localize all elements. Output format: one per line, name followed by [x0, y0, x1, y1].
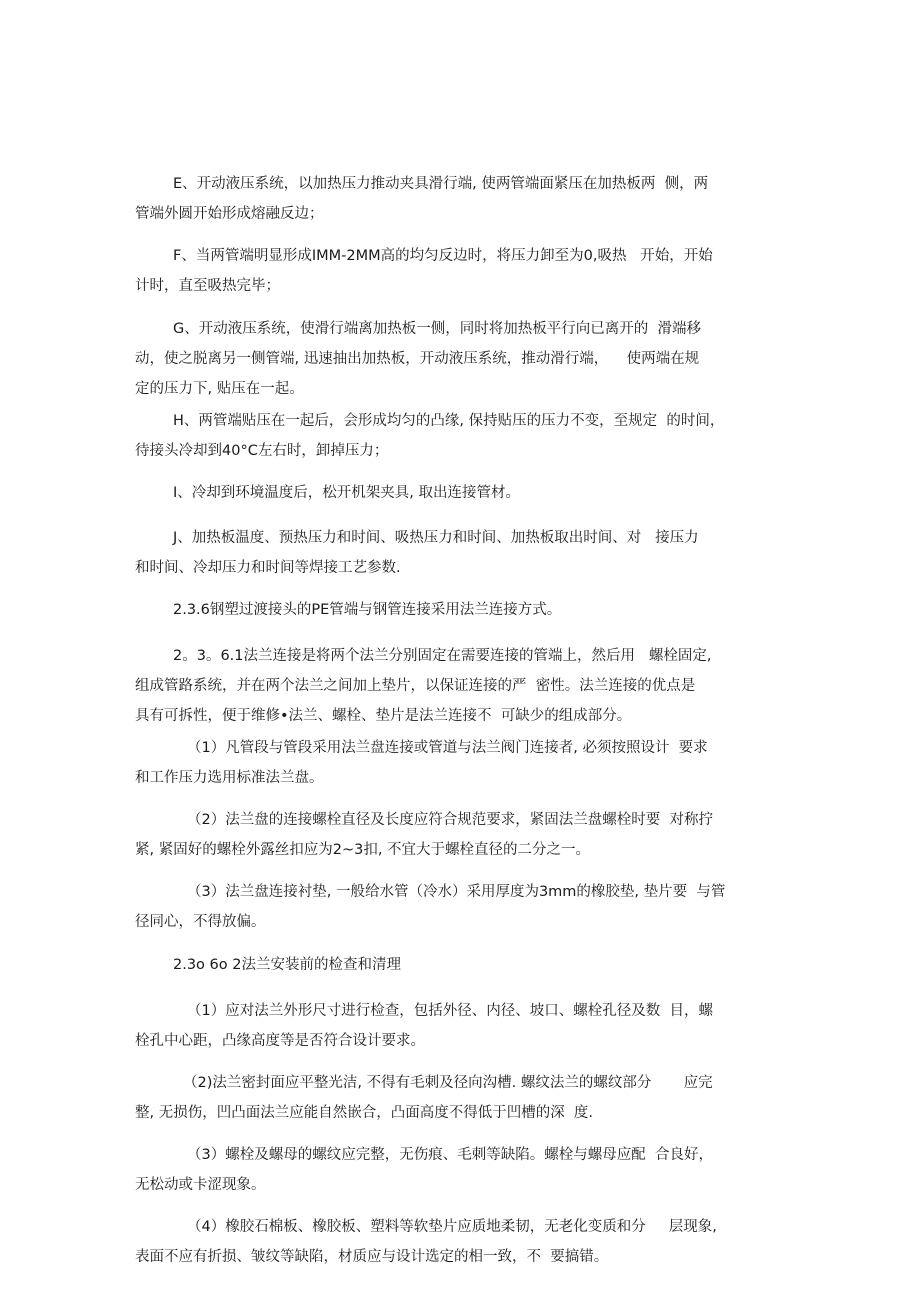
- paragraph-item-3-line-2: 径同心，不得放偏。: [135, 914, 266, 930]
- paragraph-e-line-2: 管端外圆开始形成熔融反边；: [135, 206, 324, 222]
- paragraph-g-line-3: 定的压力下, 贴压在一起。: [135, 381, 304, 397]
- paragraph-item-1-line-1: （1）凡管段与管段采用法兰盘连接或管道与法兰阀门连接者, 必须按照设计 要求: [187, 740, 708, 756]
- paragraph-check-1-line-1: （1）应对法兰外形尺寸进行检查，包括外径、内径、坡口、螺栓孔径及数 目，螺: [187, 1003, 713, 1019]
- paragraph-2-3-6-1-line-1: 2。3。6.1法兰连接是将两个法兰分别固定在需要连接的管端上，然后用 螺栓固定,: [173, 648, 712, 664]
- paragraph-2-3-6-1-line-3: 具有可拆性，便于维修•法兰、螺栓、垫片是法兰连接不 可缺少的组成部分。: [135, 708, 632, 724]
- paragraph-j-line-2: 和时间、冷却压力和时间等焊接工艺参数.: [135, 560, 401, 576]
- paragraph-item-2-line-2: 紧, 紧固好的螺栓外露丝扣应为2~3扣, 不宜大于螺栓直径的二分之一。: [135, 842, 591, 858]
- paragraph-check-3-line-1: （3）螺栓及螺母的螺纹应完整，无伤痕、毛刺等缺陷。螺栓与螺母应配 合良好，: [187, 1147, 713, 1163]
- paragraph-item-1-line-2: 和工作压力选用标准法兰盘。: [135, 770, 324, 786]
- paragraph-g-line-2: 动，使之脱离另一侧管端, 迅速抽出加热板，开动液压系统，推动滑行端， 使两端在规: [135, 351, 700, 367]
- paragraph-e-line-1: E、开动液压系统，以加热压力推动夹具滑行端, 使两管端面紧压在加热板两 侧，两: [173, 176, 709, 192]
- paragraph-h-line-2: 待接头冷却到40°C左右时，卸掉压力；: [135, 443, 389, 459]
- paragraph-item-2-line-1: （2）法兰盘的连接螺栓直径及长度应符合规范要求，紧固法兰盘螺栓时要 对称拧: [187, 812, 713, 828]
- paragraph-h-line-1: H、两管端贴压在一起后，会形成均匀的凸缘, 保持贴压的压力不变，至规定 的时间，: [173, 413, 725, 429]
- paragraph-check-4: [135, 1152, 786, 1302]
- paragraph-i-line-1: I、冷却到环境温度后，松开机架夹具, 取出连接管材。: [173, 485, 520, 501]
- paragraph-g-line-1: G、开动液压系统，使滑行端离加热板一侧，同时将加热板平行向已离开的 滑端移: [173, 321, 701, 337]
- paragraph-check-1-line-2: 栓孔中心距，凸缘高度等是否符合设计要求。: [135, 1033, 425, 1049]
- paragraph-check-3-line-2: 无松动或卡涩现象。: [135, 1177, 266, 1193]
- paragraph-item-3-line-1: （3）法兰盘连接衬垫, 一般给水管（冷水）采用厚度为3mm的橡胶垫, 垫片要 与管: [187, 884, 726, 900]
- heading-2-3-6-2-text: 2.3o 6o 2法兰安装前的检查和清理: [173, 957, 401, 973]
- paragraph-f-line-2: 计时，直至吸热完毕；: [135, 278, 280, 294]
- heading-2-3-6-text: 2.3.6钢塑过渡接头的PE管端与钢管连接采用法兰连接方式。: [173, 602, 562, 618]
- paragraph-check-4-line-2: 表面不应有折损、皱纹等缺陷，材质应与设计选定的相一致，不 要搞错。: [135, 1249, 609, 1265]
- paragraph-check-2-line-1: （2)法兰密封面应平整光洁, 不得有毛刺及径向沟槽. 螺纹法兰的螺纹部分 应完: [183, 1075, 713, 1091]
- paragraph-f-line-1: F、当两管端明显形成IMM-2MM高的均匀反边时，将压力卸至为0,吸热 开始，开始: [173, 248, 713, 264]
- paragraph-2-3-6-1-line-2: 组成管路系统，并在两个法兰之间加上垫片，以保证连接的严 密性。法兰连接的优点是: [135, 678, 696, 694]
- paragraph-j-line-1: J、加热板温度、预热压力和时间、吸热压力和时间、加热板取出时间、对 接压力: [173, 530, 699, 546]
- paragraph-check-4-line-1: （4）橡胶石棉板、橡胶板、塑料等软垫片应质地柔韧，无老化变质和分 层现象,: [187, 1219, 717, 1235]
- paragraph-check-2-line-2: 整, 无损伤，凹凸面法兰应能自然嵌合，凸面高度不得低于凹槽的深 度.: [135, 1105, 594, 1121]
